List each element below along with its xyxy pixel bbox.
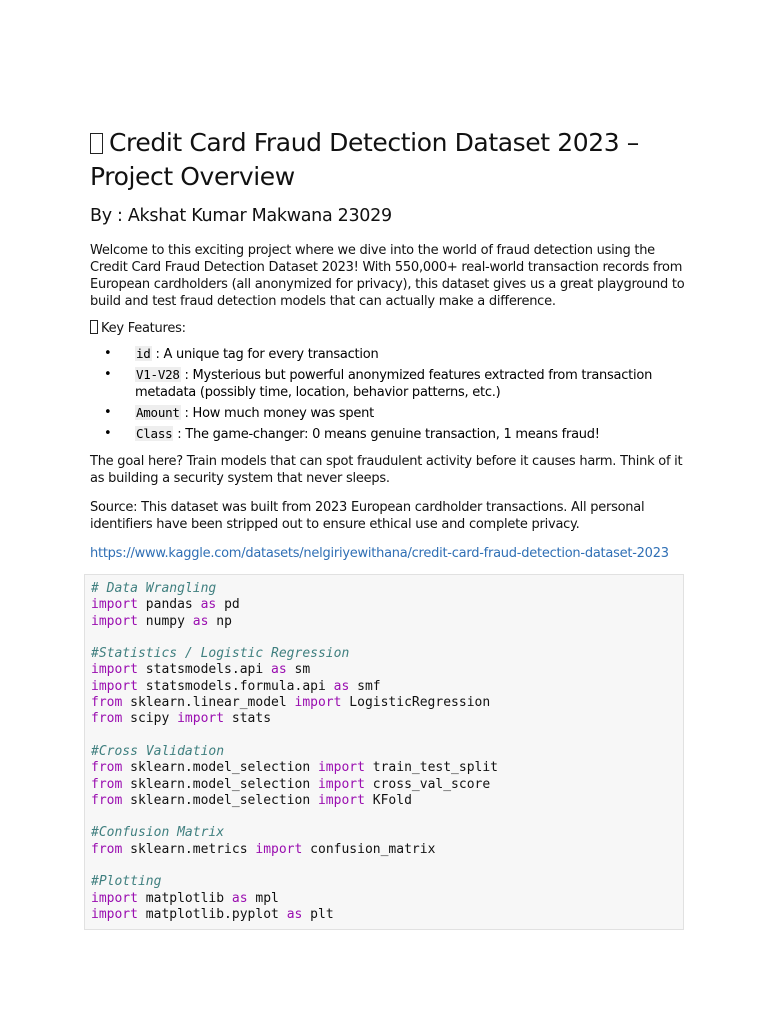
code-keyword: import xyxy=(177,711,225,727)
code-identifier: statsmodels.api xyxy=(137,662,272,678)
code-keyword: as xyxy=(271,662,287,678)
title-line-2: Project Overview xyxy=(90,162,295,191)
title-line-1: Credit Card Fraud Detection Dataset 2023 – xyxy=(109,128,639,157)
code-keyword: import xyxy=(91,906,138,922)
code-identifier: KFold xyxy=(364,792,412,808)
code-identifier: matplotlib.pyplot xyxy=(137,906,287,922)
code-comment: #Cross Validation xyxy=(91,743,225,759)
code-keyword: import xyxy=(255,841,303,857)
code-identifier: cross_val_score xyxy=(364,776,491,792)
code-keyword: import xyxy=(317,760,365,776)
code-keyword: as xyxy=(286,906,303,922)
code-keyword: from xyxy=(91,711,123,727)
code-identifier: train_test_split xyxy=(364,760,499,776)
list-item-text: : The game-changer: 0 means genuine transaction, 1 means fraud! xyxy=(173,427,600,442)
inline-code: id xyxy=(136,346,151,361)
code-comment: #Confusion Matrix xyxy=(91,825,225,841)
code-identifier: matplotlib xyxy=(137,890,232,906)
code-keyword: import xyxy=(91,890,138,906)
code-comment: #Statistics / Logistic Regression xyxy=(91,646,350,662)
features-heading-label: Key Features: xyxy=(101,321,186,336)
document-body xyxy=(90,126,690,562)
code-identifier: plt xyxy=(302,906,334,922)
code-keyword: as xyxy=(231,890,248,906)
list-item xyxy=(90,345,690,363)
code-keyword: import xyxy=(91,678,138,694)
bullet-icon: • xyxy=(104,405,112,420)
code-identifier: sklearn.model_selection xyxy=(122,760,318,776)
code-identifier: scipy xyxy=(122,711,178,727)
code-text xyxy=(91,581,683,923)
list-item-text: : A unique tag for every transaction xyxy=(151,347,379,362)
code-keyword: as xyxy=(333,678,350,694)
code-identifier: stats xyxy=(224,711,272,727)
code-identifier: confusion_matrix xyxy=(302,841,436,857)
list-item xyxy=(90,366,690,401)
code-keyword: as xyxy=(200,597,217,613)
code-identifier: pd xyxy=(216,597,240,613)
inline-code: Amount xyxy=(136,405,180,420)
features-heading xyxy=(90,320,690,337)
code-identifier: smf xyxy=(349,678,381,694)
code-identifier: sklearn.metrics xyxy=(122,841,256,857)
list-item xyxy=(90,404,690,422)
code-identifier: sklearn.model_selection xyxy=(122,776,318,792)
code-identifier: np xyxy=(208,613,232,629)
dataset-link[interactable]: https://www.kaggle.com/datasets/nelgiriyewithana/credit-card-fraud-detection-dataset-2023 xyxy=(90,546,669,561)
code-keyword: from xyxy=(91,760,123,776)
code-keyword: from xyxy=(91,695,123,711)
list-item xyxy=(90,425,690,443)
code-cell[interactable] xyxy=(84,574,684,930)
code-keyword: from xyxy=(91,776,123,792)
code-identifier: sklearn.linear_model xyxy=(122,695,295,711)
goal-paragraph: The goal here? Train models that can spot fraudulent activity before it causes harm. Think of it as building a security system that never sleeps. xyxy=(90,454,683,486)
inline-code: V1-V28 xyxy=(136,367,180,382)
missing-glyph-icon xyxy=(90,133,103,154)
code-identifier: sm xyxy=(286,662,311,678)
code-keyword: import xyxy=(91,597,138,613)
code-keyword: as xyxy=(192,613,209,629)
code-identifier: pandas xyxy=(137,597,201,613)
code-comment: # Data Wrangling xyxy=(91,581,217,596)
page-title xyxy=(90,126,690,194)
code-keyword: import xyxy=(317,776,365,792)
code-comment: #Plotting xyxy=(91,874,162,890)
list-item-text: : How much money was spent xyxy=(180,406,375,421)
code-identifier: LogisticRegression xyxy=(341,695,491,711)
bullet-icon: • xyxy=(104,367,112,382)
missing-glyph-icon xyxy=(90,320,98,334)
author-heading: By : Akshat Kumar Makwana 23029 xyxy=(90,206,392,226)
source-paragraph: Source: This dataset was built from 2023 European cardholder transactions. All personal identifiers have been stripped out to ensure ethical use and complete privacy. xyxy=(90,500,645,532)
code-keyword: from xyxy=(91,841,123,857)
code-identifier: numpy xyxy=(137,613,193,629)
code-identifier: statsmodels.formula.api xyxy=(137,678,334,694)
list-item-text: : Mysterious but powerful anonymized features extracted from transaction metadata (possibly time, location, behavior patterns, etc.) xyxy=(135,368,653,400)
intro-paragraph: Welcome to this exciting project where we dive into the world of fraud detection using the Credit Card Fraud Detection Dataset 2023! With 550,000+ real-world transaction records from European cardholders (all anonymized for privacy), this dataset gives us a great playground to build and test fraud detection models that can actually make a difference. xyxy=(90,243,685,309)
code-keyword: import xyxy=(317,792,365,808)
features-list xyxy=(90,345,690,443)
bullet-icon: • xyxy=(104,426,112,441)
code-keyword: import xyxy=(91,662,138,678)
code-keyword: import xyxy=(91,613,138,629)
code-keyword: from xyxy=(91,792,123,808)
code-keyword: import xyxy=(294,695,342,711)
bullet-icon: • xyxy=(104,346,112,361)
inline-code: Class xyxy=(136,426,173,441)
code-identifier: mpl xyxy=(247,890,279,906)
code-identifier: sklearn.model_selection xyxy=(122,792,318,808)
